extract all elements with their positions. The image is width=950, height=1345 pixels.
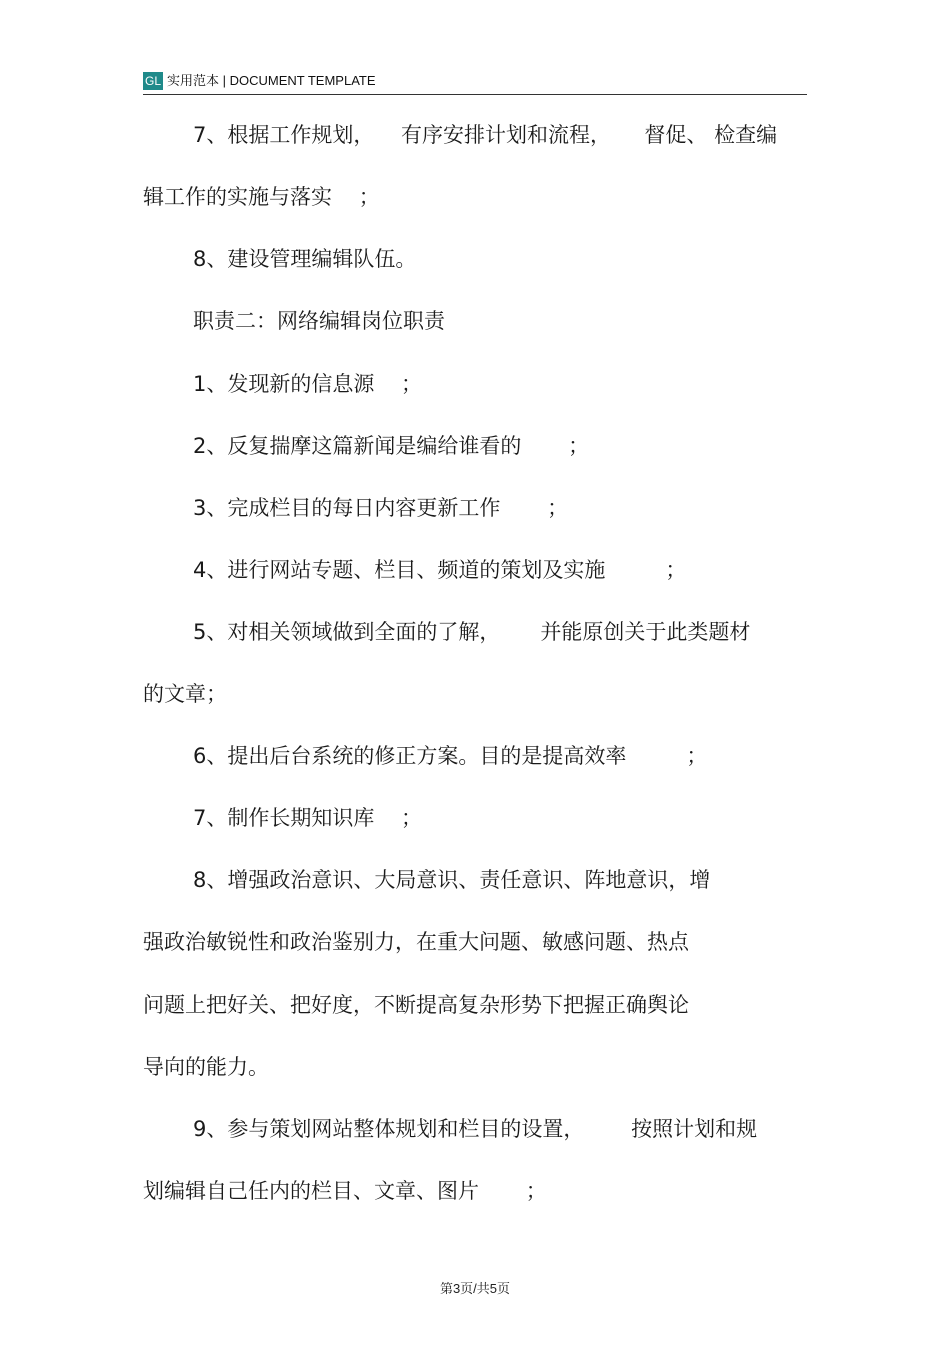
paragraph-line: 2、反复揣摩这篇新闻是编给谁看的 ； bbox=[193, 434, 590, 458]
paragraph-line: 问题上把好关、把好度，不断提高复杂形势下把握正确舆论 bbox=[143, 993, 689, 1017]
paragraph-line: 的文章； bbox=[143, 682, 227, 706]
paragraph-line: 7、根据工作规划， 有序安排计划和流程， 督促、 检查编 bbox=[193, 123, 778, 147]
section-heading: 职责二：网络编辑岗位职责 bbox=[193, 309, 445, 333]
page-number: 第3页/共5页 bbox=[439, 1281, 511, 1296]
paragraph-line: 5、对相关领域做到全面的了解， 并能原创关于此类题材 bbox=[193, 620, 751, 644]
paragraph-line: 强政治敏锐性和政治鉴别力，在重大问题、敏感问题、热点 bbox=[143, 930, 689, 954]
paragraph-line: 1、发现新的信息源 ； bbox=[193, 372, 423, 396]
paragraph-line: 4、进行网站专题、栏目、频道的策划及实施 ； bbox=[193, 558, 687, 582]
paragraph-line: 9、参与策划网站整体规划和栏目的设置， 按照计划和规 bbox=[193, 1117, 758, 1141]
paragraph-line: 划编辑自己任内的栏目、文章、图片 ； bbox=[143, 1179, 547, 1203]
paragraph-line: 7、制作长期知识库 ； bbox=[193, 806, 423, 830]
paragraph-line: 导向的能力。 bbox=[143, 1055, 269, 1079]
gl-logo: GL bbox=[145, 74, 162, 88]
paragraph-line: 8、增强政治意识、大局意识、责任意识、阵地意识，增 bbox=[193, 868, 711, 892]
paragraph-line: 辑工作的实施与落实 ； bbox=[143, 185, 380, 209]
paragraph-line: 8、建设管理编辑队伍。 bbox=[193, 247, 417, 271]
page-header bbox=[143, 70, 807, 95]
paragraph-line: 3、完成栏目的每日内容更新工作 ； bbox=[193, 496, 569, 520]
header-title: 实用范本 | DOCUMENT TEMPLATE bbox=[167, 73, 376, 88]
paragraph-line: 6、提出后台系统的修正方案。目的是提高效率 ； bbox=[193, 744, 708, 768]
